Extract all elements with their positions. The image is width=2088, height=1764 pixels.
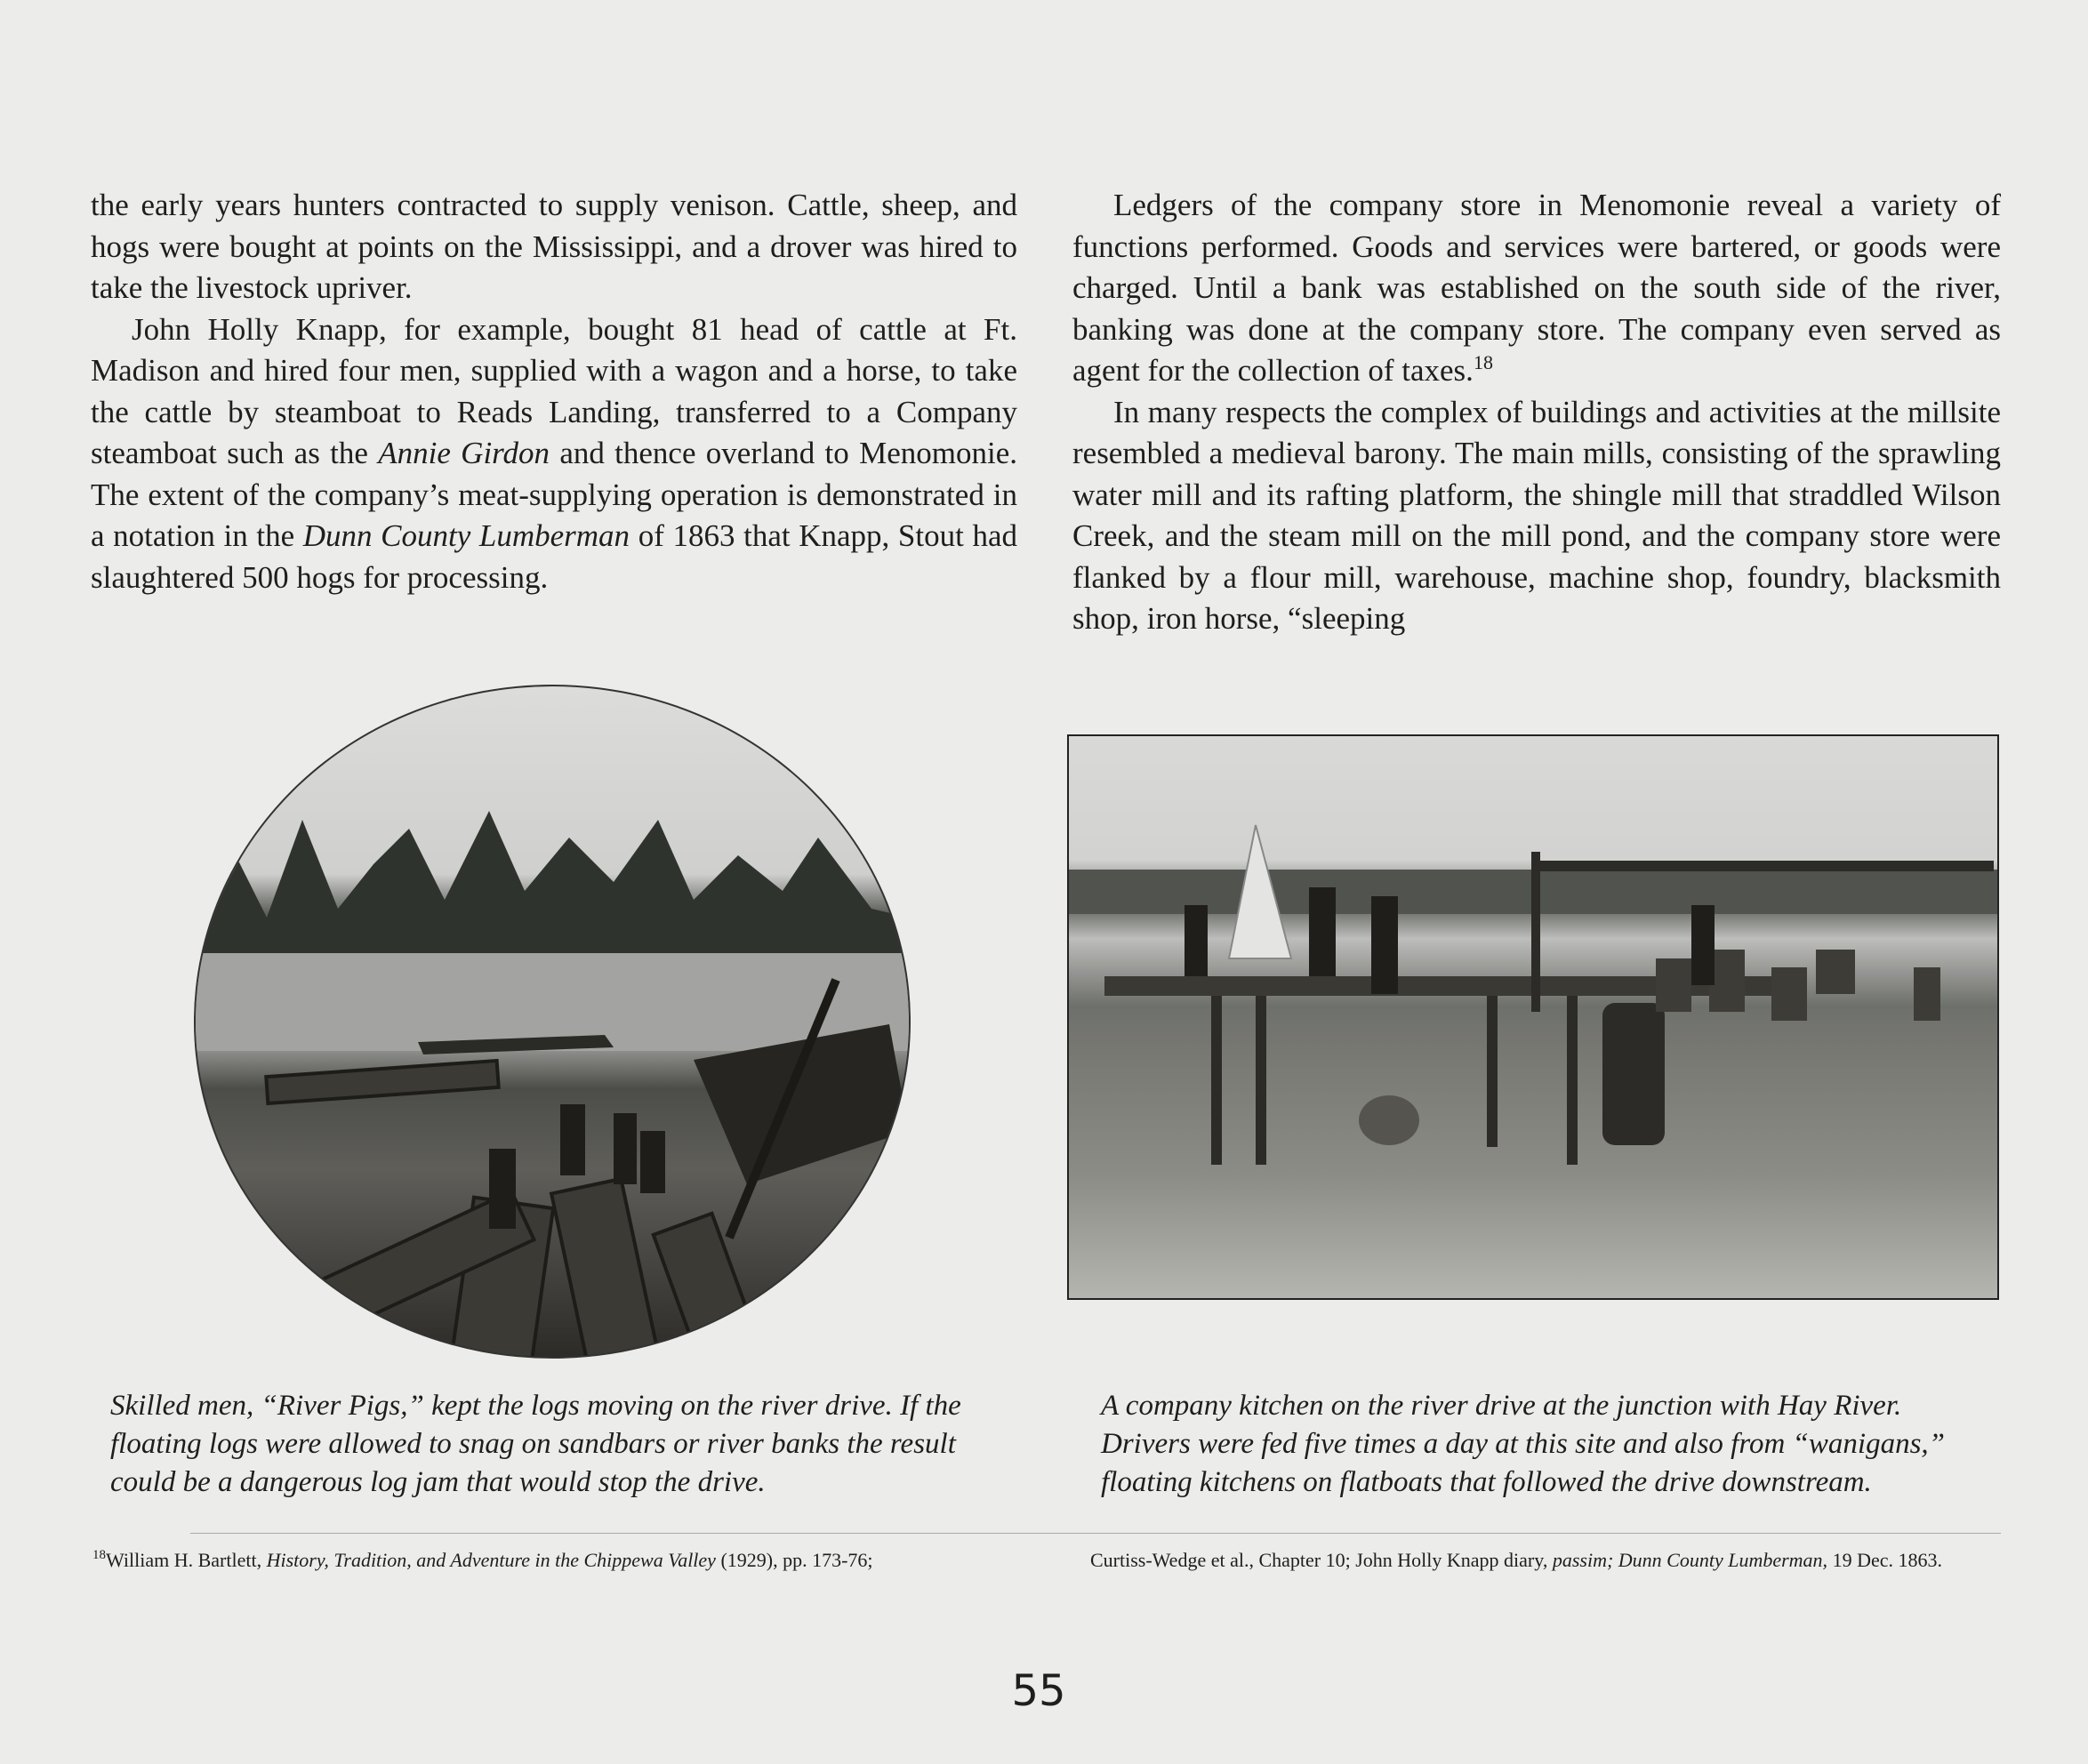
left-caption-line-3: could be a dangerous log jam that would stop the drive.: [110, 1466, 766, 1498]
river-pigs-photo-art: [196, 686, 909, 1357]
left-p2-text-b: and thence overland to Menomonie. The extent of the company’s meat-supplying operation is demonstrated in a notation in the: [91, 436, 1017, 553]
left-photo-caption: [110, 1387, 982, 1502]
newspaper-name: Dunn County Lumberman: [302, 518, 630, 553]
right-p1-text: Ledgers of the company store in Menomonie reveal a variety of functions performed. Goods and services were bartered, or goods were charged. Until a bank was established on the south side of the river, banking was done at the company store. The company even served as agent for the collection of taxes.: [1072, 188, 2001, 388]
footnote-right-text-b: 19 Dec. 1863.: [1827, 1549, 1942, 1571]
right-text-column: [1072, 185, 2001, 640]
right-paragraph-1: [1072, 185, 2001, 392]
company-kitchen-photo-art: [1069, 736, 1997, 1298]
footnote-18-right: [1090, 1547, 1997, 1573]
right-caption-line-2: Drivers were fed five times a day at this site and also from “wanigans,”: [1101, 1428, 1946, 1460]
left-caption-line-2: floating logs were allowed to snag on sandbars or river banks the result: [110, 1428, 956, 1460]
right-paragraph-2: In many respects the complex of buildings and activities at the millsite resembled a medieval barony. The main mills, consisting of the sprawling water mill and its rafting platform, the shingle mill that straddled Wilson Creek, and the steam mill on the mill pond, and the company store were flanked by a flour mill, warehouse, machine shop, foundry, blacksmith shop, iron horse, “sleeping: [1072, 394, 2001, 636]
footnote-right-italic: passim; Dunn County Lumberman,: [1552, 1549, 1828, 1571]
river-pigs-photo: [194, 685, 911, 1359]
footnote-ref-18: 18: [1473, 351, 1493, 373]
left-p2-text-a: John Holly Knapp, for example, bought 81 head of cattle at Ft. Madison and hired four men, supplied with a wagon and a horse, to take the cattle by steamboat to Reads Landing, transferred to a Company steamboat such as the: [91, 311, 1017, 470]
left-caption-line-1: Skilled men, “River Pigs,” kept the logs moving on the river drive. If the: [110, 1390, 961, 1422]
company-kitchen-photo: [1067, 734, 1999, 1300]
steamboat-name: Annie Girdon: [378, 436, 550, 470]
left-p2-text-c: of 1863 that Knapp, Stout had slaughtered 500 hogs for processing.: [91, 518, 1017, 595]
right-caption-line-3: floating kitchens on flatboats that followed the drive downstream.: [1101, 1466, 1872, 1498]
footnote-divider: [190, 1533, 2001, 1534]
footnote-book-title: History, Tradition, and Adventure in the Chippewa Valley: [266, 1549, 716, 1571]
page-number: 55: [1011, 1666, 1066, 1716]
footnote-right-text-a: Curtiss-Wedge et al., Chapter 10; John Holly Knapp diary,: [1090, 1549, 1553, 1571]
right-photo-caption: [1101, 1387, 1990, 1502]
left-paragraph-1: the early years hunters contracted to supply venison. Cattle, sheep, and hogs were bought at points on the Mississippi, and a drover was hired to take the livestock upriver.: [91, 188, 1017, 305]
footnote-18-left: [92, 1547, 1053, 1573]
left-text-column: [91, 185, 1017, 598]
footnote-left-text-a: William H. Bartlett,: [106, 1549, 267, 1571]
left-paragraph-2: [91, 309, 1017, 599]
footnote-number: 18: [92, 1548, 106, 1562]
footnote-left-text-b: (1929), pp. 173-76;: [715, 1549, 873, 1571]
right-caption-line-1: A company kitchen on the river drive at the junction with Hay River.: [1101, 1390, 1902, 1422]
